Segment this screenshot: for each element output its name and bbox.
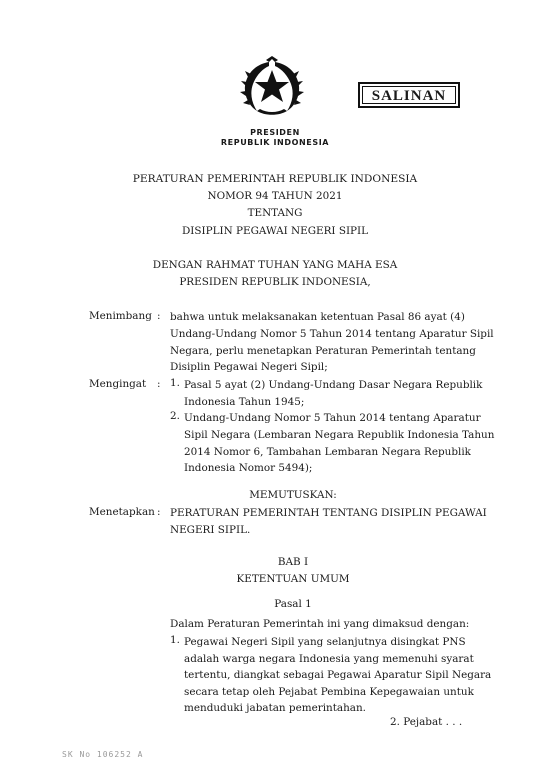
mengingat-colon: :: [157, 378, 161, 390]
mengingat-item-line: Undang-Undang Nomor 5 Tahun 2014 tentang Aparatur: [184, 412, 481, 424]
mengingat-item-1-number: 1.: [170, 377, 180, 389]
bab-title: BAB I: [277, 556, 309, 568]
mengingat-item-2-text: [184, 410, 495, 477]
title-line-2: NOMOR 94 TAHUN 2021: [207, 190, 343, 202]
menetapkan-text: [170, 505, 487, 539]
menimbang-line: Disiplin Pegawai Negeri Sipil;: [170, 361, 328, 374]
title-line-3: TENTANG: [247, 207, 303, 219]
mengingat-item-line: Sipil Negara (Lembaran Negara Republik Indonesia Tahun: [184, 428, 495, 441]
mengingat-item-1-text: [184, 377, 483, 411]
page-continuation: 2. Pejabat . . .: [390, 716, 463, 728]
menimbang-colon: :: [157, 310, 161, 322]
mengingat-item-line: Indonesia Nomor 5494);: [184, 462, 313, 475]
pasal-item-1-number: 1.: [170, 634, 180, 646]
mengingat-item-line: Indonesia Tahun 1945;: [184, 395, 305, 408]
header-republik-indonesia: REPUBLIK INDONESIA: [220, 138, 330, 147]
mengingat-item-line: 2014 Nomor 6, Tambahan Lembaran Negara Republik: [184, 445, 471, 458]
menetapkan-colon: :: [157, 506, 161, 518]
menimbang-label: Menimbang: [89, 310, 152, 322]
salinan-stamp-label: SALINAN: [362, 86, 456, 104]
presidential-emblem-icon: [239, 56, 305, 116]
menetapkan-line: PERATURAN PEMERINTAH TENTANG DISIPLIN PEGAWAI: [170, 507, 487, 519]
mengingat-item-2-number: 2.: [170, 410, 180, 422]
menetapkan-label: Menetapkan: [89, 506, 155, 518]
mengingat-label: Mengingat: [89, 378, 147, 390]
salinan-stamp: [358, 82, 460, 108]
pasal-item-line: adalah warga negara Indonesia yang memenuhi syarat: [184, 652, 474, 665]
memutuskan-heading: MEMUTUSKAN:: [249, 489, 337, 501]
footer-document-code: SK No 106252 A: [62, 750, 144, 759]
header-presiden: PRESIDEN: [250, 128, 300, 137]
title-line-1: PERATURAN PEMERINTAH REPUBLIK INDONESIA: [132, 173, 418, 185]
menimbang-line: bahwa untuk melaksanakan ketentuan Pasal 86 ayat (4): [170, 311, 465, 323]
pasal-item-line: menduduki jabatan pemerintahan.: [184, 702, 366, 715]
pasal-intro: Dalam Peraturan Pemerintah ini yang dimaksud dengan:: [170, 618, 470, 630]
preamble-line-1: DENGAN RAHMAT TUHAN YANG MAHA ESA: [152, 259, 398, 271]
mengingat-item-line: Pasal 5 ayat (2) Undang-Undang Dasar Negara Republik: [184, 379, 483, 391]
preamble-line-2: PRESIDEN REPUBLIK INDONESIA,: [179, 276, 371, 288]
menimbang-line: Negara, perlu menetapkan Peraturan Pemerintah tentang: [170, 344, 476, 357]
menimbang-text: [170, 309, 494, 376]
pasal-item-1-text: [184, 634, 492, 717]
pasal-title: Pasal 1: [274, 598, 312, 610]
pasal-item-line: secara tetap oleh Pejabat Pembina Kepegawaian untuk: [184, 685, 474, 698]
menimbang-line: Undang-Undang Nomor 5 Tahun 2014 tentang Aparatur Sipil: [170, 327, 494, 340]
bab-subtitle: KETENTUAN UMUM: [236, 573, 350, 585]
menetapkan-line: NEGERI SIPIL.: [170, 523, 251, 536]
pasal-item-line: Pegawai Negeri Sipil yang selanjutnya disingkat PNS: [184, 636, 466, 648]
title-line-4: DISIPLIN PEGAWAI NEGERI SIPIL: [181, 225, 369, 237]
pasal-item-line: tertentu, diangkat sebagai Pegawai Aparatur Sipil Negara: [184, 669, 492, 682]
